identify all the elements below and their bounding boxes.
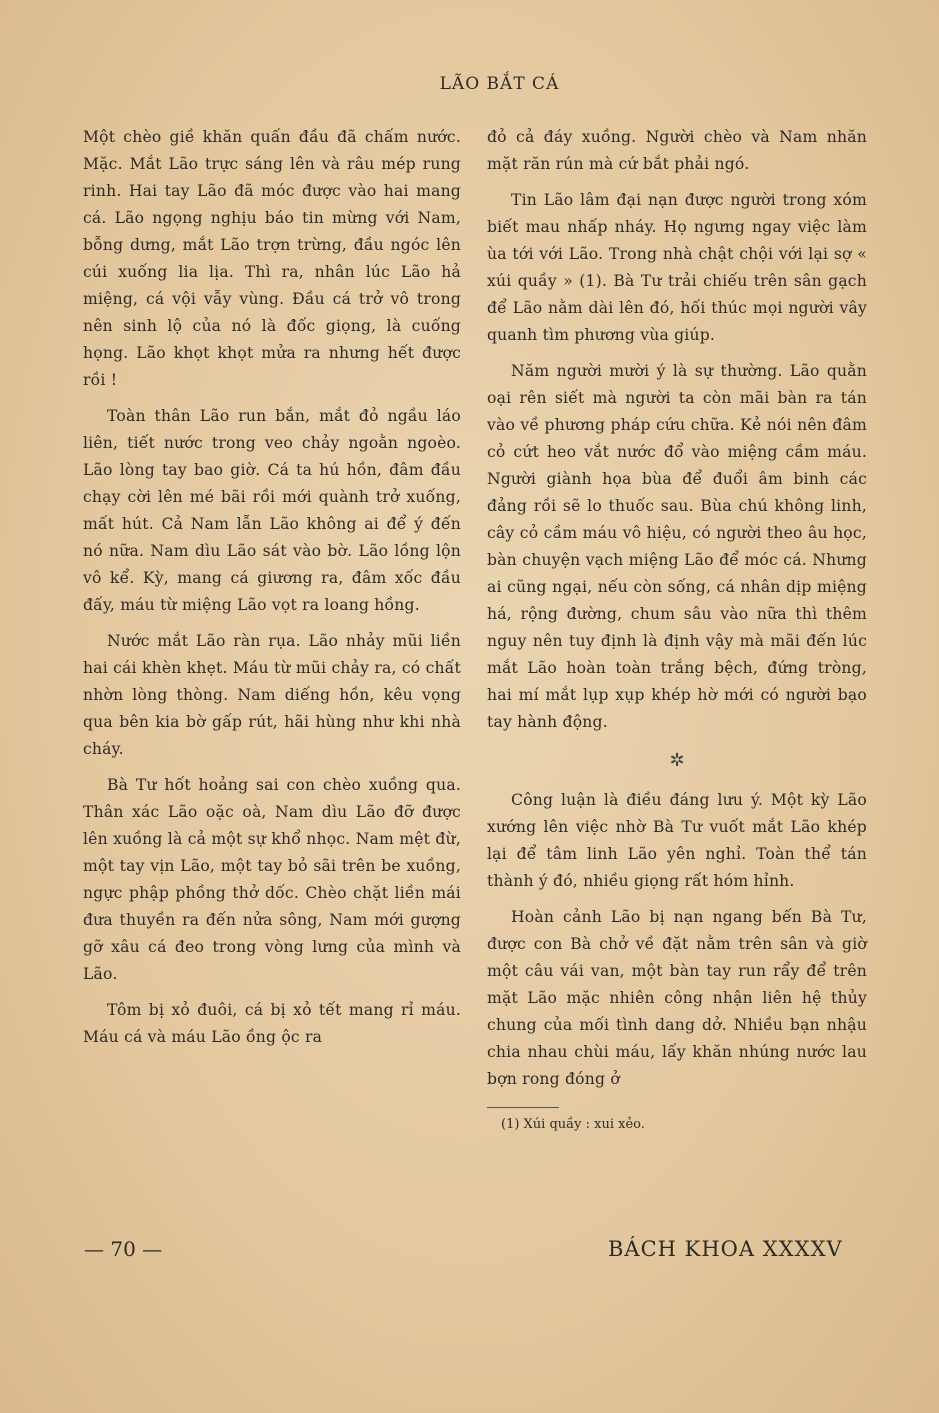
journal-title: BÁCH KHOA XXXXV — [608, 1237, 843, 1261]
footnote: (1) Xúi quầy : xui xẻo. — [501, 1117, 645, 1132]
footnote-divider — [487, 1107, 559, 1108]
paragraph: Bà Tư hốt hoảng sai con chèo xuồng qua. Thân xác Lão oặc oà, Nam dìu Lão đỡ được lên xuồng là cả một sự khổ nhọc. Nam mệt đừ, một tay vịn Lão, một tay bỏ sãi trên be xuồng, ngực phập phồng thở dốc. Chèo chặt liền mái đưa thuyền ra đến nửa sông, Nam mới gượng gỡ xâu cá đeo trong vòng lưng của mình và Lão. — [83, 776, 461, 983]
paragraph: Hoàn cảnh Lão bị nạn ngang bến Bà Tư, được con Bà chở về đặt nằm trên sân và giờ một câu vái van, một bàn tay run rẩy để trên mặt Lão mặc nhiên công nhận liên hệ thủy chung của mối tình dang dở. Nhiều bạn nhậu chia nhau chùi máu, lấy khăn nhúng nước lau bợn rong đóng ở — [487, 908, 867, 1088]
paragraph: Toàn thân Lão run bắn, mắt đỏ ngầu láo liên, tiết nước trong veo chảy ngoằn ngoèo. Lão lòng tay bao giờ. Cá ta hú hồn, đâm đầu chạy cời lên mé bãi rồi mới quành trở xuống, mất hút. Cả Nam lẫn Lão không ai để ý đến nó nữa. Nam dìu Lão sát vào bờ. Lão lồng lộn vô kể. Kỳ, mang cá giương ra, đâm xốc đầu đấy, máu từ miệng Lão vọt ra loang hồng. — [83, 407, 461, 614]
paragraph: Công luận là điều đáng lưu ý. Một kỳ Lão xướng lên việc nhờ Bà Tư vuốt mắt Lão khép lại để tâm linh Lão yên nghỉ. Toàn thể tán thành ý đó, nhiều giọng rất hóm hỉnh. — [487, 791, 867, 890]
left-column — [83, 124, 461, 1060]
paragraph: Một chèo giề khăn quấn đầu đã chấm nước. Mặc. Mắt Lão trực sáng lên và râu mép rung rinh. Hai tay Lão đã móc được vào hai mang cá. Lão ngọng nghịu báo tin mừng với Nam, bỗng dưng, mắt Lão trợn trừng, đầu ngóc lên cúi xuống lia lịa. Thì ra, nhân lúc Lão hả miệng, cá vội vẫy vùng. Đầu cá trở vô trong nên sinh lộ của nó là đốc giọng, là cuống họng. Lão khọt khọt mửa ra nhưng hết được rồi ! — [83, 128, 461, 389]
right-column — [487, 124, 867, 1134]
paragraph: Tôm bị xỏ đuôi, cá bị xỏ tết mang rỉ máu. Máu cá và máu Lão ồng ộc ra — [83, 1001, 461, 1046]
paragraph: Tin Lão lâm đại nạn được người trong xóm biết mau nhấp nháy. Họ ngưng ngay việc làm ùa tới với Lão. Trong nhà chật chội với lại sợ « xúi quầy » (1). Bà Tư trải chiếu trên sân gạch để Lão nằm dài lên đó, hối thúc mọi người vây quanh tìm phương vùa giúp. — [487, 191, 867, 344]
section-break-ornament: ✲ — [669, 750, 685, 771]
paragraph: đỏ cả đáy xuồng. Người chèo và Nam nhăn mặt răn rún mà cứ bắt phải ngó. — [487, 128, 867, 173]
page-number: — 70 — — [84, 1237, 163, 1261]
paragraph: Nước mắt Lão ràn rụa. Lão nhảy mũi liền hai cái khèn khẹt. Máu từ mũi chảy ra, có chất nhờn lòng thòng. Nam diếng hồn, kêu vọng qua bên kia bờ gấp rút, hãi hùng như khi nhà cháy. — [83, 632, 461, 758]
paragraph: Năm người mười ý là sự thường. Lão quằn oại rên siết mà người ta còn mãi bàn ra tán vào về phương pháp cứu chữa. Kẻ nói nên đâm cỏ cứt heo vắt nước đổ vào miệng cầm máu. Người giành họa bùa để đuổi âm binh các đảng rồi sẽ lo thuốc sau. Bùa chú không linh, cây cỏ cầm máu vô hiệu, có người theo âu học, bàn chuyện vạch miệng Lão để móc cá. Nhưng ai cũng ngại, nếu còn sống, cá nhân dịp miệng há, rộng đường, chum sâu vào nữa thì thêm nguy nên tuy định là định vậy mà mãi đến lúc mắt Lão hoàn toàn trắng bệch, đứng tròng, hai mí mắt lụp xụp khép hờ mới có người bạo tay hành động. — [487, 362, 867, 731]
running-title: LÃO BẮT CÁ — [439, 74, 560, 94]
